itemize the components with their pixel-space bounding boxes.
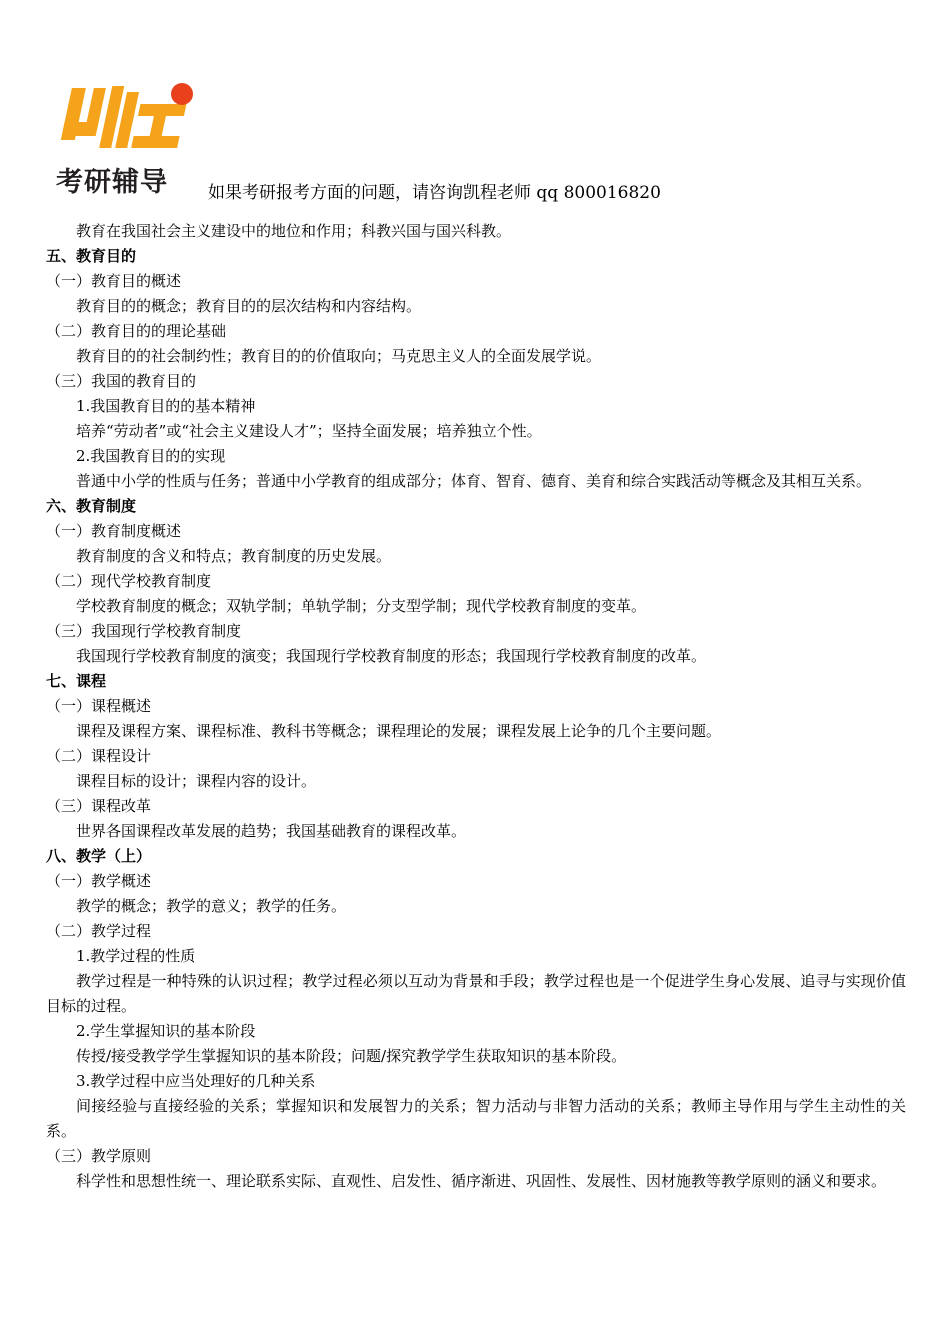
section-heading: 五、教育目的: [46, 247, 137, 265]
contact-line: 如果考研报考方面的问题，请咨询凯程老师 qq 800016820: [208, 183, 661, 203]
subsection-heading: （一）教育目的概述: [46, 272, 182, 290]
body-text: 教育目的的社会制约性；教育目的的价值取向；马克思主义人的全面发展学说。: [76, 347, 602, 365]
logo-mark: [56, 78, 202, 158]
body-text: 世界各国课程改革发展的趋势；我国基础教育的课程改革。: [76, 822, 467, 840]
subsection-heading: （一）课程概述: [46, 697, 152, 715]
subsection-heading: （二）现代学校教育制度: [46, 572, 212, 590]
body-text: 教育制度的含义和特点；教育制度的历史发展。: [76, 547, 392, 565]
body-text: 1.教学过程的性质: [76, 947, 196, 965]
subsection-heading: （二）教学过程: [46, 922, 152, 940]
section-heading: 七、课程: [46, 672, 107, 690]
logo-subtitle: 考研辅导: [56, 167, 168, 198]
subsection-heading: （二）教育目的的理论基础: [46, 322, 227, 340]
subsection-heading: （一）教学概述: [46, 872, 152, 890]
body-text: 3.教学过程中应当处理好的几种关系: [76, 1072, 316, 1090]
kaicheng-logo: [52, 78, 202, 196]
body-text: 培养“劳动者”或“社会主义建设人才”；坚持全面发展；培养独立个性。: [76, 422, 542, 440]
body-text: 教学过程是一种特殊的认识过程；教学过程必须以互动为背景和手段；教学过程也是一个促进学生身心发展、追寻与实现价值目标的过程。: [46, 972, 906, 1015]
body-text: 教学的概念；教学的意义；教学的任务。: [76, 897, 347, 915]
subsection-heading: （二）课程设计: [46, 747, 152, 765]
subsection-heading: （三）教学原则: [46, 1147, 152, 1165]
subsection-heading: （三）课程改革: [46, 797, 152, 815]
subsection-heading: （三）我国现行学校教育制度: [46, 622, 242, 640]
body-text: 科学性和思想性统一、理论联系实际、直观性、启发性、循序渐进、巩固性、发展性、因材施教等教学原则的涵义和要求。: [76, 1172, 887, 1190]
subsection-heading: （一）教育制度概述: [46, 522, 182, 540]
body-text: 2.我国教育目的的实现: [76, 447, 226, 465]
body-text: 1.我国教育目的的基本精神: [76, 397, 256, 415]
document-body: [46, 219, 906, 1194]
body-text: 学校教育制度的概念；双轨学制；单轨学制；分支型学制；现代学校教育制度的变革。: [76, 597, 647, 615]
body-text: 我国现行学校教育制度的演变；我国现行学校教育制度的形态；我国现行学校教育制度的改革。: [76, 647, 707, 665]
body-text: 教育在我国社会主义建设中的地位和作用；科教兴国与国兴科教。: [76, 222, 512, 240]
section-heading: 六、教育制度: [46, 497, 137, 515]
body-text: 间接经验与直接经验的关系；掌握知识和发展智力的关系；智力活动与非智力活动的关系；教师主导作用与学生主动性的关系。: [46, 1097, 906, 1140]
body-text: 2.学生掌握知识的基本阶段: [76, 1022, 256, 1040]
section-heading: 八、教学（上）: [46, 847, 152, 865]
body-text: 教育目的的概念；教育目的的层次结构和内容结构。: [76, 297, 422, 315]
body-text: 课程目标的设计；课程内容的设计。: [76, 772, 317, 790]
subsection-heading: （三）我国的教育目的: [46, 372, 197, 390]
body-text: 课程及课程方案、课程标准、教科书等概念；课程理论的发展；课程发展上论争的几个主要问题。: [76, 722, 722, 740]
page-header: [52, 78, 912, 202]
body-text: 传授/接受教学学生掌握知识的基本阶段；问题/探究教学学生获取知识的基本阶段。: [76, 1047, 627, 1065]
body-text: 普通中小学的性质与任务；普通中小学教育的组成部分；体育、智育、德育、美育和综合实践活动等概念及其相互关系。: [76, 472, 872, 490]
